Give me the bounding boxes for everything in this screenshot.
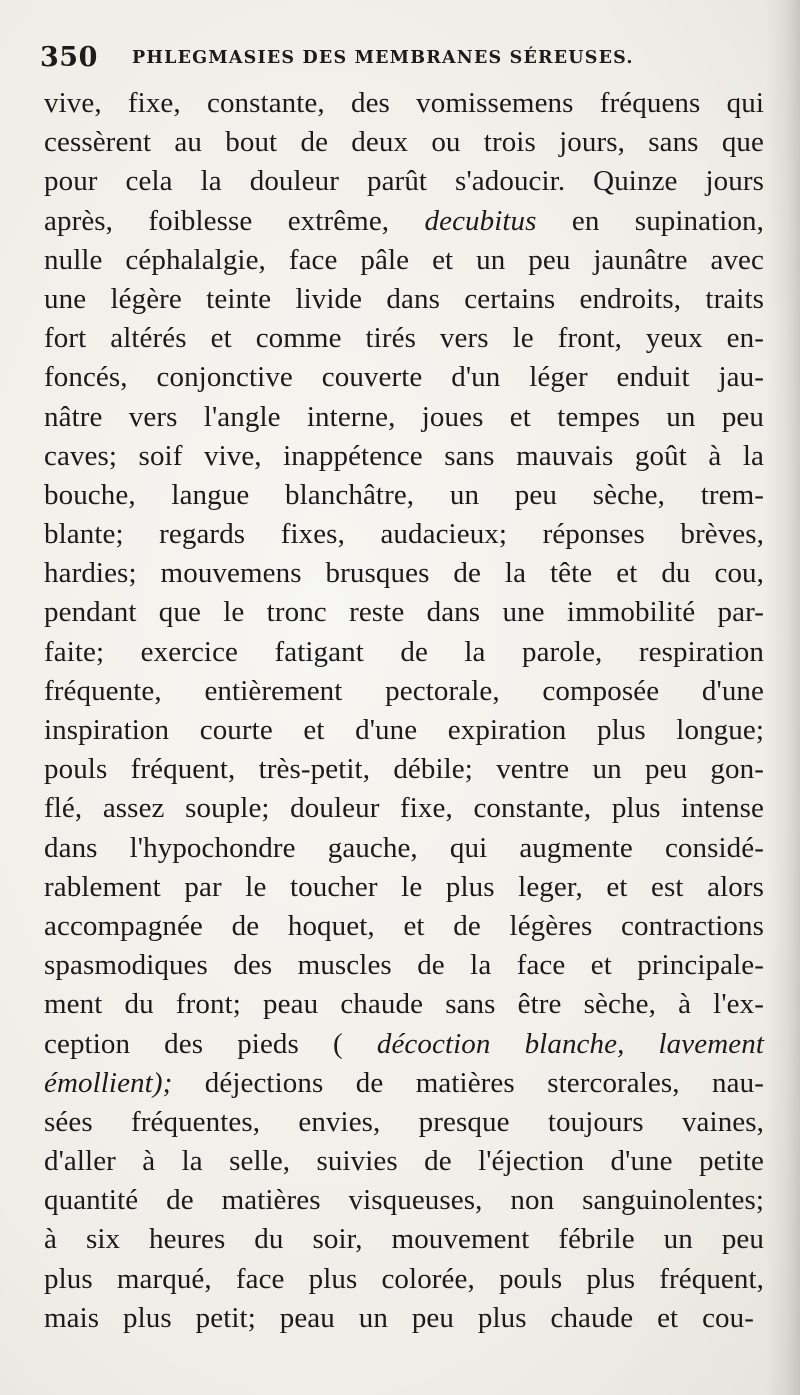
text-line-with-italic bbox=[44, 202, 764, 241]
text-segment: ception des pieds ( bbox=[44, 1027, 377, 1060]
text-line: plus marqué, face plus colorée, pouls plus fréquent, bbox=[44, 1262, 764, 1295]
text-line: fort altérés et comme tirés vers le front, yeux en- bbox=[44, 322, 764, 355]
running-head: PHLEGMASIES DES MEMBRANES SÉREUSES. bbox=[132, 48, 634, 68]
text-line: spasmodiques des muscles de la face et principale- bbox=[44, 949, 764, 982]
text-line: à six heures du soir, mouvement fébrile un peu bbox=[44, 1223, 764, 1256]
text-line: cessèrent au bout de deux ou trois jours, sans que bbox=[44, 126, 764, 159]
text-line: pouls fréquent, très-petit, débile; ventre un peu gon- bbox=[44, 753, 764, 786]
body-text bbox=[44, 84, 764, 1338]
page-gutter-shadow bbox=[766, 0, 800, 1395]
text-line: vive, fixe, constante, des vomissemens fréquens qui bbox=[44, 87, 764, 119]
text-line: hardies; mouvemens brusques de la tête et du cou, bbox=[44, 557, 764, 590]
text-line: inspiration courte et d'une expiration plus longue; bbox=[44, 714, 764, 746]
text-line: pendant que le tronc reste dans une immobilité par- bbox=[44, 596, 764, 629]
italic-term: decubitus bbox=[424, 204, 537, 237]
text-line: caves; soif vive, inappétence sans mauvais goût à la bbox=[44, 439, 764, 472]
text-segment: en supination, bbox=[536, 204, 764, 237]
text-line: ment du front; peau chaude sans être sèche, à l'ex- bbox=[44, 988, 764, 1021]
text-line: mais plus petit; peau un peu plus chaude et cou- bbox=[44, 1301, 754, 1334]
text-segment: après, foiblesse extrême, bbox=[44, 204, 425, 237]
text-line: accompagnée de hoquet, et de légères contractions bbox=[44, 909, 764, 942]
text-segment: déjections de matières stercorales, nau- bbox=[172, 1066, 764, 1099]
text-line: faite; exercice fatigant de la parole, respiration bbox=[44, 635, 764, 668]
text-line: dans l'hypochondre gauche, qui augmente considé- bbox=[44, 831, 764, 864]
text-line: sées fréquentes, envies, presque toujours vaines, bbox=[44, 1105, 764, 1138]
text-line: nulle céphalalgie, face pâle et un peu jaunâtre avec bbox=[44, 243, 764, 276]
text-line-with-italic bbox=[44, 1025, 764, 1064]
italic-prescription: décoction blanche, lavement bbox=[376, 1027, 764, 1060]
text-line: fréquente, entièrement pectorale, composée d'une bbox=[44, 674, 764, 707]
page-number: 350 bbox=[40, 42, 98, 73]
text-line: quantité de matières visqueuses, non sanguinolentes; bbox=[44, 1184, 764, 1217]
text-line: bouche, langue blanchâtre, un peu sèche, trem- bbox=[44, 478, 764, 511]
italic-prescription: émollient); bbox=[44, 1066, 173, 1099]
text-line-with-italic bbox=[44, 1064, 764, 1103]
text-line: foncés, conjonctive couverte d'un léger enduit jau- bbox=[44, 361, 764, 394]
text-line: rablement par le toucher le plus leger, et est alors bbox=[44, 870, 764, 903]
text-line: blante; regards fixes, audacieux; réponses brèves, bbox=[44, 518, 764, 551]
text-line: pour cela la douleur parût s'adoucir. Quinze jours bbox=[44, 165, 764, 198]
text-line: d'aller à la selle, suivies de l'éjection d'une petite bbox=[44, 1145, 764, 1178]
text-line: flé, assez souple; douleur fixe, constante, plus intense bbox=[44, 792, 764, 825]
text-line: une légère teinte livide dans certains endroits, traits bbox=[44, 282, 764, 315]
text-line: nâtre vers l'angle interne, joues et tempes un peu bbox=[44, 400, 764, 433]
page-header bbox=[40, 42, 760, 82]
